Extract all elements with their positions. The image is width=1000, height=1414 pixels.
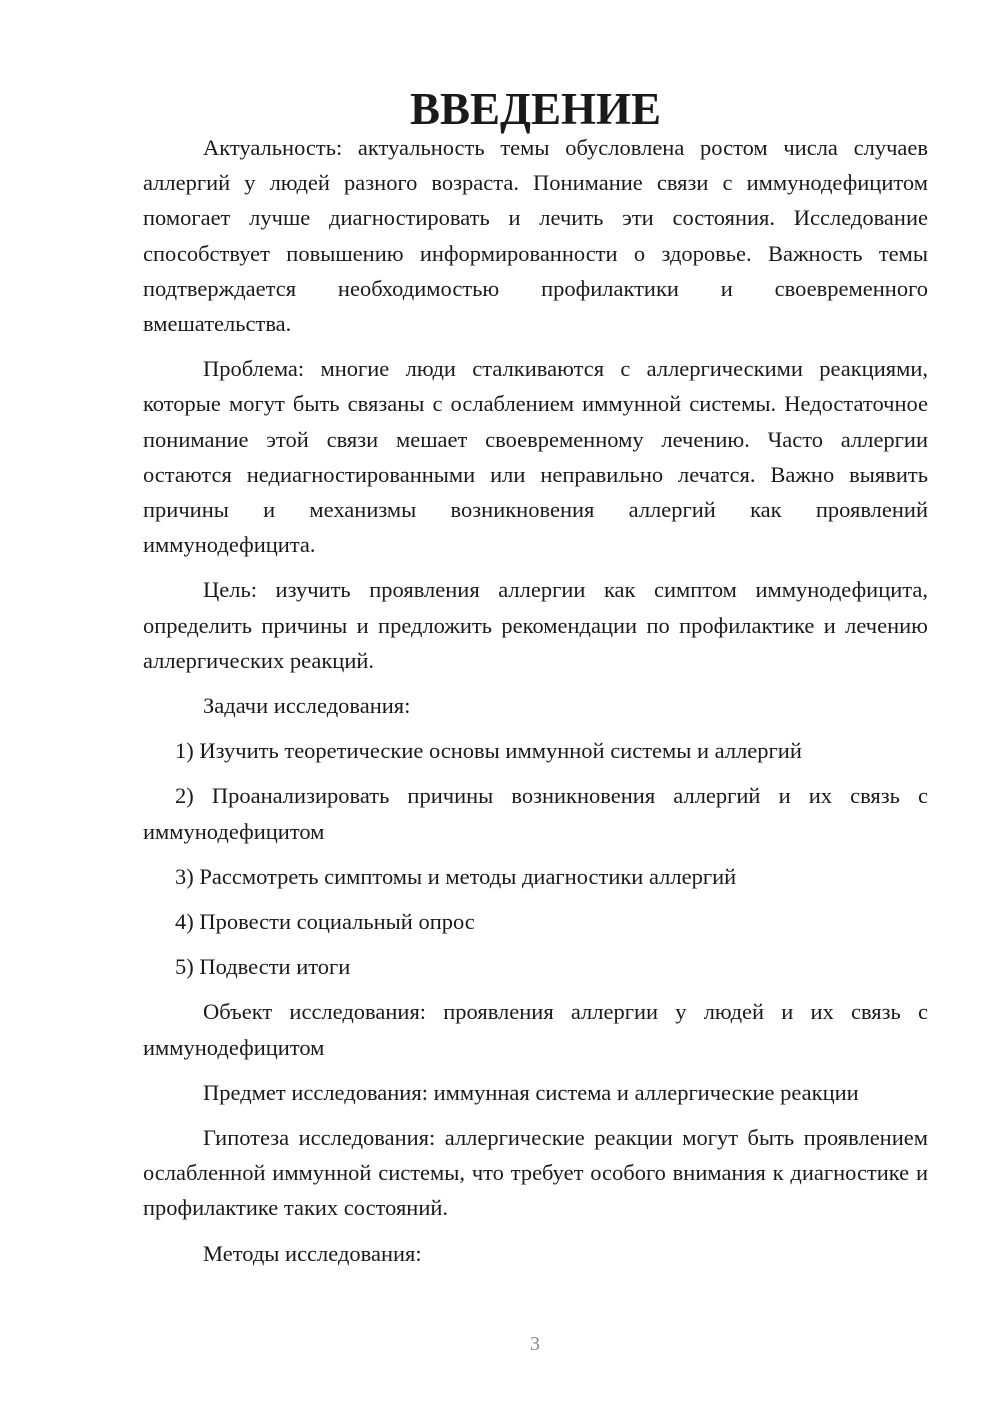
task-item: 2) Проанализировать причины возникновения аллергий и их связь с иммунодефицитом bbox=[143, 783, 928, 844]
section-heading: ВВЕДЕНИЕ bbox=[409, 84, 662, 134]
page-content bbox=[143, 84, 928, 1281]
goal-paragraph: Цель: изучить проявления аллергии как симптом иммунодефицита, определить причины и предложить рекомендации по профилактике и лечению аллергических реакций. bbox=[143, 577, 928, 673]
page-number: 3 bbox=[530, 1333, 540, 1355]
task-item: 3) Рассмотреть симптомы и методы диагностики аллергий bbox=[175, 863, 737, 889]
task-item: 4) Провести социальный опрос bbox=[175, 909, 475, 935]
research-object-paragraph: Объект исследования: проявления аллергии у людей и их связь с иммунодефицитом bbox=[143, 999, 928, 1060]
task-item: 1) Изучить теоретические основы иммунной системы и аллергий bbox=[175, 738, 802, 764]
research-subject-paragraph: Предмет исследования: иммунная система и аллергические реакции bbox=[203, 1079, 859, 1105]
hypothesis-paragraph: Гипотеза исследования: аллергические реакции могут быть проявлением ослабленной иммунной системы, что требует особого внимания к диагностике и профилактике таких состояний. bbox=[143, 1125, 928, 1221]
relevance-paragraph: Актуальность: актуальность темы обусловлена ростом числа случаев аллергий у людей разного возраста. Понимание связи с иммунодефицитом помогает лучше диагностировать и лечить эти состояния. Исследование способствует повышению информированности о здоровье. Важность темы подтверждается необходимостью профилактики и своевременного вмешательства. bbox=[143, 135, 928, 337]
problem-paragraph: Проблема: многие люди сталкиваются с аллергическими реакциями, которые могут быть связаны с ослаблением иммунной системы. Недостаточное понимание этой связи мешает своевременному лечению. Часто аллергии остаются недиагностированными или неправильно лечатся. Важно выявить причины и механизмы возникновения аллергий как проявлений иммунодефицита. bbox=[143, 356, 928, 558]
tasks-heading: Задачи исследования: bbox=[203, 693, 411, 719]
methods-heading: Методы исследования: bbox=[203, 1240, 422, 1266]
task-item: 5) Подвести итоги bbox=[175, 954, 351, 980]
